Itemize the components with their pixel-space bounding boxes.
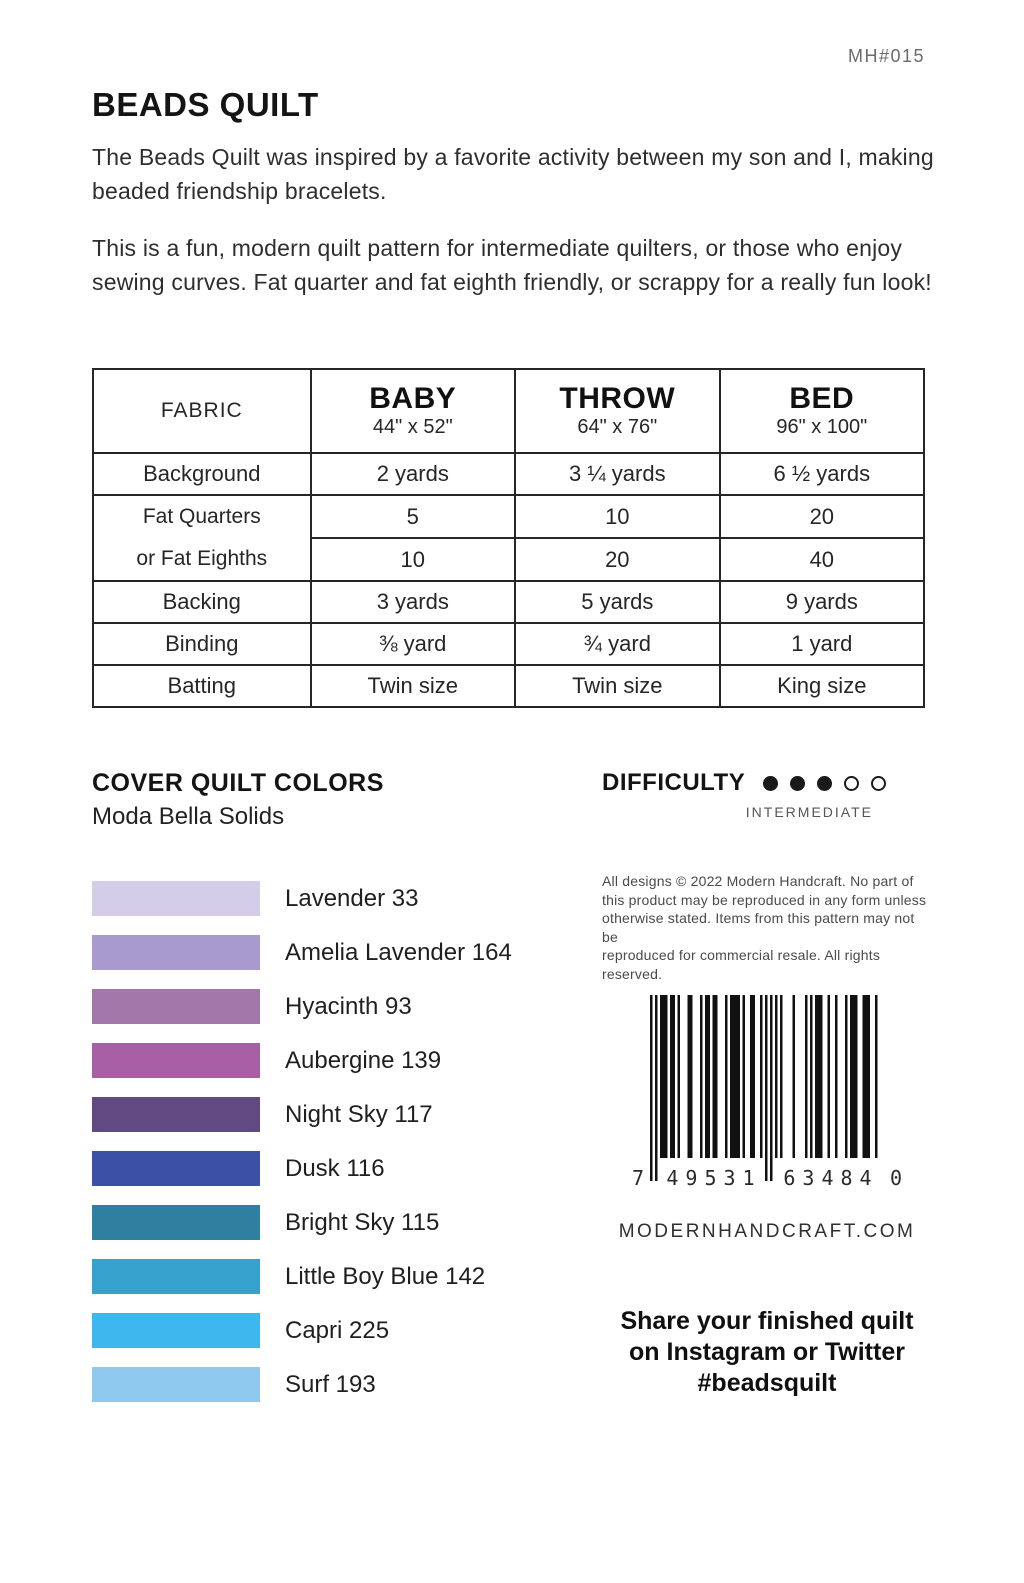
swatch-label: Aubergine 139 xyxy=(285,1046,442,1074)
column-dimensions: 44" x 52" xyxy=(372,416,453,438)
table-corner-label: FABRIC xyxy=(93,369,311,453)
table-cell: 6 ½ yards xyxy=(720,453,924,495)
column-dimensions: 64" x 76" xyxy=(577,416,658,438)
table-row-background xyxy=(93,453,924,495)
copyright-notice xyxy=(602,872,932,983)
copyright-line: this product may be reproduced in any form unless xyxy=(602,891,927,908)
difficulty-level-label: INTERMEDIATE xyxy=(745,804,873,820)
barcode-bar xyxy=(770,995,773,1181)
barcode-bar xyxy=(730,995,740,1158)
share-callout xyxy=(602,1306,932,1399)
table-cell: Twin size xyxy=(311,665,515,707)
swatch-row xyxy=(92,1205,512,1240)
swatch-label: Capri 225 xyxy=(285,1316,390,1344)
table-cell: ⅜ yard xyxy=(311,623,515,665)
color-swatch xyxy=(92,935,260,970)
copyright-line: All designs © 2022 Modern Handcraft. No part of xyxy=(602,873,914,889)
table-cell: 20 xyxy=(720,495,924,538)
swatch-label: Lavender 33 xyxy=(285,884,419,912)
difficulty-dot-filled xyxy=(790,776,805,791)
color-swatch xyxy=(92,1205,260,1240)
barcode-bar xyxy=(750,995,755,1158)
table-row-fat-quarters xyxy=(93,495,924,538)
row-label: Binding xyxy=(93,623,311,665)
table-header-row xyxy=(93,369,924,453)
column-name: THROW xyxy=(559,382,676,415)
row-label: or Fat Eighths xyxy=(136,547,268,570)
column-dimensions: 96" x 100" xyxy=(776,416,868,438)
column-header-bed xyxy=(720,369,924,453)
swatch-row xyxy=(92,1043,512,1078)
difficulty-heading: DIFFICULTY xyxy=(602,769,746,796)
barcode-bar xyxy=(705,995,710,1158)
table-cell: 5 yards xyxy=(515,581,720,623)
swatch-row xyxy=(92,1097,512,1132)
upc-barcode xyxy=(628,995,904,1189)
swatch-row xyxy=(92,881,512,916)
swatch-label: Night Sky 117 xyxy=(285,1100,433,1128)
row-label-fat-quarters-eighths xyxy=(93,495,311,581)
column-name: BABY xyxy=(369,382,457,415)
share-line: Share your finished quilt xyxy=(620,1307,914,1335)
swatch-label: Bright Sky 115 xyxy=(285,1208,440,1236)
barcode-bar xyxy=(828,995,831,1158)
barcode-bar xyxy=(775,995,778,1158)
fabric-line-subheading: Moda Bella Solids xyxy=(92,803,285,830)
table-cell: 5 xyxy=(311,495,515,538)
difficulty-dot-filled xyxy=(763,776,778,791)
barcode-bar xyxy=(845,995,848,1158)
color-swatch xyxy=(92,1367,260,1402)
row-label: Batting xyxy=(93,665,311,707)
table-cell: 20 xyxy=(515,538,720,581)
barcode-digits-right: 63484 xyxy=(783,1166,879,1189)
column-name: BED xyxy=(789,382,855,415)
barcode-bar xyxy=(765,995,768,1181)
barcode-bar xyxy=(725,995,728,1158)
barcode-bar xyxy=(700,995,703,1158)
intro-paragraph-1: The Beads Quilt was inspired by a favorite activity between my son and I, making beaded friendship bracelets. xyxy=(92,144,934,204)
table-cell: 40 xyxy=(720,538,924,581)
color-swatch xyxy=(92,1313,260,1348)
color-swatch xyxy=(92,1259,260,1294)
color-swatch xyxy=(92,989,260,1024)
row-label: Background xyxy=(93,453,311,495)
barcode-bar xyxy=(875,995,878,1158)
fabric-requirements-table xyxy=(92,368,925,708)
cover-quilt-colors-heading: COVER QUILT COLORS xyxy=(92,769,384,797)
barcode-bar xyxy=(815,995,823,1158)
swatch-row xyxy=(92,1313,512,1348)
barcode-bar xyxy=(650,995,653,1181)
copyright-line: otherwise stated. Items from this pattern may not be xyxy=(602,910,915,945)
swatch-label: Amelia Lavender 164 xyxy=(285,938,512,966)
difficulty-dot-empty xyxy=(871,776,886,791)
share-line: on Instagram or Twitter xyxy=(629,1338,905,1366)
barcode-bar xyxy=(743,995,746,1158)
table-cell: 1 yard xyxy=(720,623,924,665)
difficulty-dot-filled xyxy=(817,776,832,791)
barcode-bar xyxy=(670,995,675,1158)
swatch-label: Hyacinth 93 xyxy=(285,992,412,1020)
swatch-label: Little Boy Blue 142 xyxy=(285,1262,486,1290)
color-swatch xyxy=(92,1043,260,1078)
barcode-bar xyxy=(810,995,813,1158)
barcode-bar xyxy=(780,995,783,1158)
barcode-bar xyxy=(678,995,681,1158)
row-label: Backing xyxy=(93,581,311,623)
color-swatch xyxy=(92,1097,260,1132)
barcode-digits-left: 49531 xyxy=(666,1166,762,1189)
row-label: Fat Quarters xyxy=(142,505,261,528)
color-swatch xyxy=(92,1151,260,1186)
swatch-row xyxy=(92,1151,512,1186)
column-header-throw xyxy=(515,369,720,453)
color-swatch xyxy=(92,881,260,916)
barcode-bar xyxy=(760,995,763,1158)
intro-paragraph-2: This is a fun, modern quilt pattern for intermediate quilters, or those who enjoy sewing curves. Fat quarter and fat eighth friendly, or scrappy for a really fun look! xyxy=(92,235,932,295)
pattern-number: MH#015 xyxy=(847,46,925,66)
barcode-bar xyxy=(660,995,668,1158)
barcode-bar xyxy=(805,995,808,1158)
swatch-row xyxy=(92,989,512,1024)
swatch-row xyxy=(92,1367,512,1402)
copyright-line: reproduced for commercial resale. All rights reserved. xyxy=(602,947,881,982)
difficulty-dot-empty xyxy=(844,776,859,791)
table-cell: 9 yards xyxy=(720,581,924,623)
barcode-bar xyxy=(655,995,658,1181)
difficulty-section xyxy=(602,769,925,797)
barcode-bar xyxy=(688,995,693,1158)
table-row-backing xyxy=(93,581,924,623)
swatch-list xyxy=(92,881,512,1402)
swatch-label: Dusk 116 xyxy=(285,1154,385,1182)
table-cell: 2 yards xyxy=(311,453,515,495)
barcode-bar xyxy=(863,995,871,1158)
table-cell: King size xyxy=(720,665,924,707)
page-title: BEADS QUILT xyxy=(92,86,319,123)
swatch-label: Surf 193 xyxy=(285,1370,376,1398)
column-header-baby xyxy=(311,369,515,453)
table-cell: 10 xyxy=(311,538,515,581)
table-cell: 3 ¼ yards xyxy=(515,453,720,495)
difficulty-dots xyxy=(763,776,886,791)
table-cell: Twin size xyxy=(515,665,720,707)
barcode-bar xyxy=(835,995,838,1158)
table-row-batting xyxy=(93,665,924,707)
table-row-binding xyxy=(93,623,924,665)
table-cell: 3 yards xyxy=(311,581,515,623)
barcode-digit-first: 7 xyxy=(631,1166,644,1189)
website-url: MODERNHANDCRAFT.COM xyxy=(618,1221,916,1242)
barcode-bar xyxy=(713,995,718,1158)
barcode-bar xyxy=(850,995,858,1158)
table-cell: 10 xyxy=(515,495,720,538)
barcode-bar xyxy=(793,995,796,1158)
swatch-row xyxy=(92,1259,512,1294)
share-hashtag: #beadsquilt xyxy=(697,1369,837,1397)
swatch-row xyxy=(92,935,512,970)
table-cell: ¾ yard xyxy=(515,623,720,665)
barcode-digit-last: 0 xyxy=(890,1166,903,1189)
